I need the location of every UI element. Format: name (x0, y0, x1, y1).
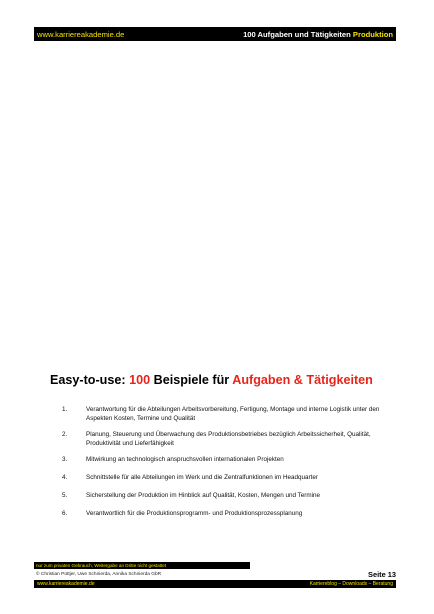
footer-copyright: © Christian Püttjer, Uwe Schnierda, Annika Schnierda GbR (36, 572, 162, 577)
list-item (62, 509, 382, 518)
list-item-text: Mitwirkung an technologisch anspruchsvollen internationalen Projekten (86, 456, 284, 463)
headline-prefix: Easy-to-use: (50, 373, 130, 387)
list-item-text: Planung, Steuerung und Überwachung des Produktionsbetriebes bezüglich Arbeitssicherheit, Qualität, Produktivität und Lieferfähigkeit (86, 431, 371, 447)
footer-notice: nur zum privaten Gebrauch, Weitergabe an Dritte nicht gestattet (34, 562, 250, 569)
header-url[interactable]: www.karriereakademie.de (37, 29, 125, 39)
header-title (243, 30, 393, 39)
list-item (62, 430, 382, 448)
headline-number: 100 (129, 373, 151, 387)
headline-middle: Beispiele für (150, 373, 233, 387)
task-list (62, 405, 382, 518)
page-headline (50, 373, 390, 387)
list-item-text: Sicherstellung der Produktion im Hinblick auf Qualität, Kosten, Mengen und Termine (86, 492, 321, 499)
list-item (62, 491, 382, 500)
list-item (62, 455, 382, 464)
list-item-number: 3. (62, 456, 68, 463)
list-item-number: 6. (62, 510, 68, 517)
headline-highlight: Aufgaben & Tätigkeiten (232, 373, 373, 387)
list-item-number: 5. (62, 492, 68, 499)
list-item-text: Verantwortlich für die Produktionsprogramm- und Produktionsprozessplanung (86, 510, 303, 517)
list-item (62, 405, 382, 423)
list-item-number: 2. (62, 431, 68, 438)
header-title-highlight: Produktion (352, 29, 393, 39)
footer-bar (34, 580, 396, 588)
page-header (34, 27, 396, 41)
list-item-text: Verantwortung für die Abteilungen Arbeitsvorbereitung, Fertigung, Montage und interne Logistik unter den Aspekten Kosten, Termine und Qualität (86, 406, 380, 422)
list-item-text: Schnittstelle für alle Abteilungen im Werk und die Zentralfunktionen im Headquarter (86, 474, 318, 481)
page-number: Seite 13 (368, 570, 396, 579)
footer-links[interactable]: Karriereblog – Downloads – Beratung (309, 581, 393, 587)
footer-url[interactable]: www.karriereakademie.de (37, 581, 95, 587)
list-item-number: 1. (62, 406, 68, 413)
header-title-main: 100 Aufgaben und Tätigkeiten (243, 29, 351, 39)
list-item-number: 4. (62, 474, 68, 481)
list-item (62, 473, 382, 482)
